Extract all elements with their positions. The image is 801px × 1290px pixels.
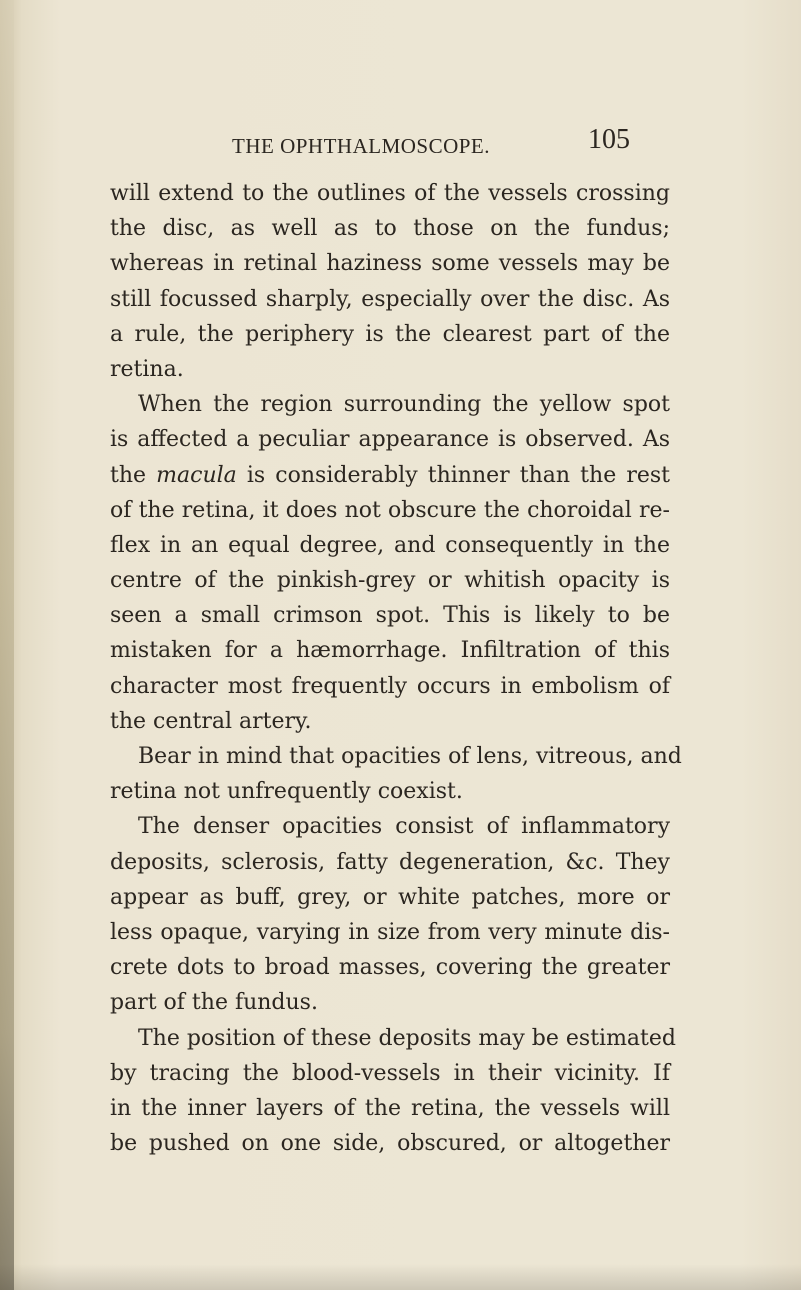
text-run: character most frequently occurs in embolism of	[110, 673, 670, 699]
text-run: When the region surrounding the yellow spot	[138, 392, 670, 418]
text-run: whereas in retinal haziness some vessels may be	[110, 251, 670, 277]
text-line	[110, 809, 670, 844]
text-run: is considerably thinner than the rest	[236, 462, 670, 488]
body-text	[110, 176, 682, 1161]
text-run: The denser opacities consist of inflammatory	[138, 814, 670, 840]
text-run: the	[110, 462, 157, 488]
text-run: still focussed sharply, especially over the disc. As	[110, 286, 670, 312]
text-run: will extend to the outlines of the vessels crossing	[110, 181, 670, 206]
text-line	[110, 633, 670, 668]
text-run: by tracing the blood-vessels in their vicinity. If	[110, 1060, 670, 1086]
text-run: The position of these deposits may be estimated	[138, 1025, 676, 1051]
text-line	[110, 669, 670, 704]
text-line	[110, 246, 670, 281]
text-line	[110, 493, 670, 528]
italic-term: macula	[156, 462, 237, 488]
page-bottom-edge	[0, 1264, 801, 1290]
text-run: the disc, as well as to those on the fundus;	[110, 216, 670, 242]
text-run: in the inner layers of the retina, the vessels will	[110, 1095, 670, 1121]
text-run: a rule, the periphery is the clearest part of the	[110, 321, 670, 347]
text-line	[110, 176, 670, 211]
text-run: part of the fundus.	[110, 990, 318, 1016]
text-run: less opaque, varying in size from very minute dis-	[110, 919, 670, 945]
text-line	[110, 598, 670, 633]
text-line	[110, 845, 670, 880]
text-line	[110, 1056, 670, 1091]
text-line	[110, 563, 670, 598]
text-line	[110, 211, 670, 246]
text-run: seen a small crimson spot. This is likely to be	[110, 603, 670, 629]
text-line	[110, 317, 670, 352]
text-run: flex in an equal degree, and consequently in the	[110, 532, 670, 558]
text-run: be pushed on one side, obscured, or altogether	[110, 1131, 670, 1157]
text-run: mistaken for a hæmorrhage. Infiltration of this	[110, 638, 670, 664]
text-line	[110, 387, 670, 422]
text-line	[110, 950, 670, 985]
text-run: deposits, sclerosis, fatty degeneration, &c. They	[110, 849, 670, 875]
running-title: THE OPHTHALMOSCOPE.	[232, 134, 491, 158]
page-number: 105	[588, 124, 630, 155]
text-line	[110, 774, 670, 809]
text-line	[110, 739, 682, 774]
text-line	[110, 1091, 670, 1126]
text-run: crete dots to broad masses, covering the greater	[110, 955, 670, 981]
text-run: the central artery.	[110, 708, 312, 734]
text-run: is affected a peculiar appearance is observed. As	[110, 427, 670, 453]
text-line	[110, 282, 670, 317]
text-run: retina not unfrequently coexist.	[110, 779, 463, 805]
text-run: retina.	[110, 356, 184, 382]
text-line	[110, 352, 670, 387]
text-line	[110, 1021, 676, 1056]
text-line	[110, 422, 670, 457]
page-spine-shadow	[0, 0, 14, 1290]
text-line	[110, 458, 670, 493]
text-line	[110, 915, 670, 950]
text-line	[110, 985, 670, 1020]
text-line	[110, 1126, 670, 1161]
text-line	[110, 704, 670, 739]
text-run: Bear in mind that opacities of lens, vitreous, and	[138, 744, 682, 769]
text-run: centre of the pinkish-grey or whitish opacity is	[110, 568, 670, 594]
text-line	[110, 880, 670, 915]
text-run: of the retina, it does not obscure the choroidal re-	[110, 497, 670, 523]
text-line	[110, 528, 670, 563]
text-run: appear as buff, grey, or white patches, more or	[110, 884, 670, 910]
